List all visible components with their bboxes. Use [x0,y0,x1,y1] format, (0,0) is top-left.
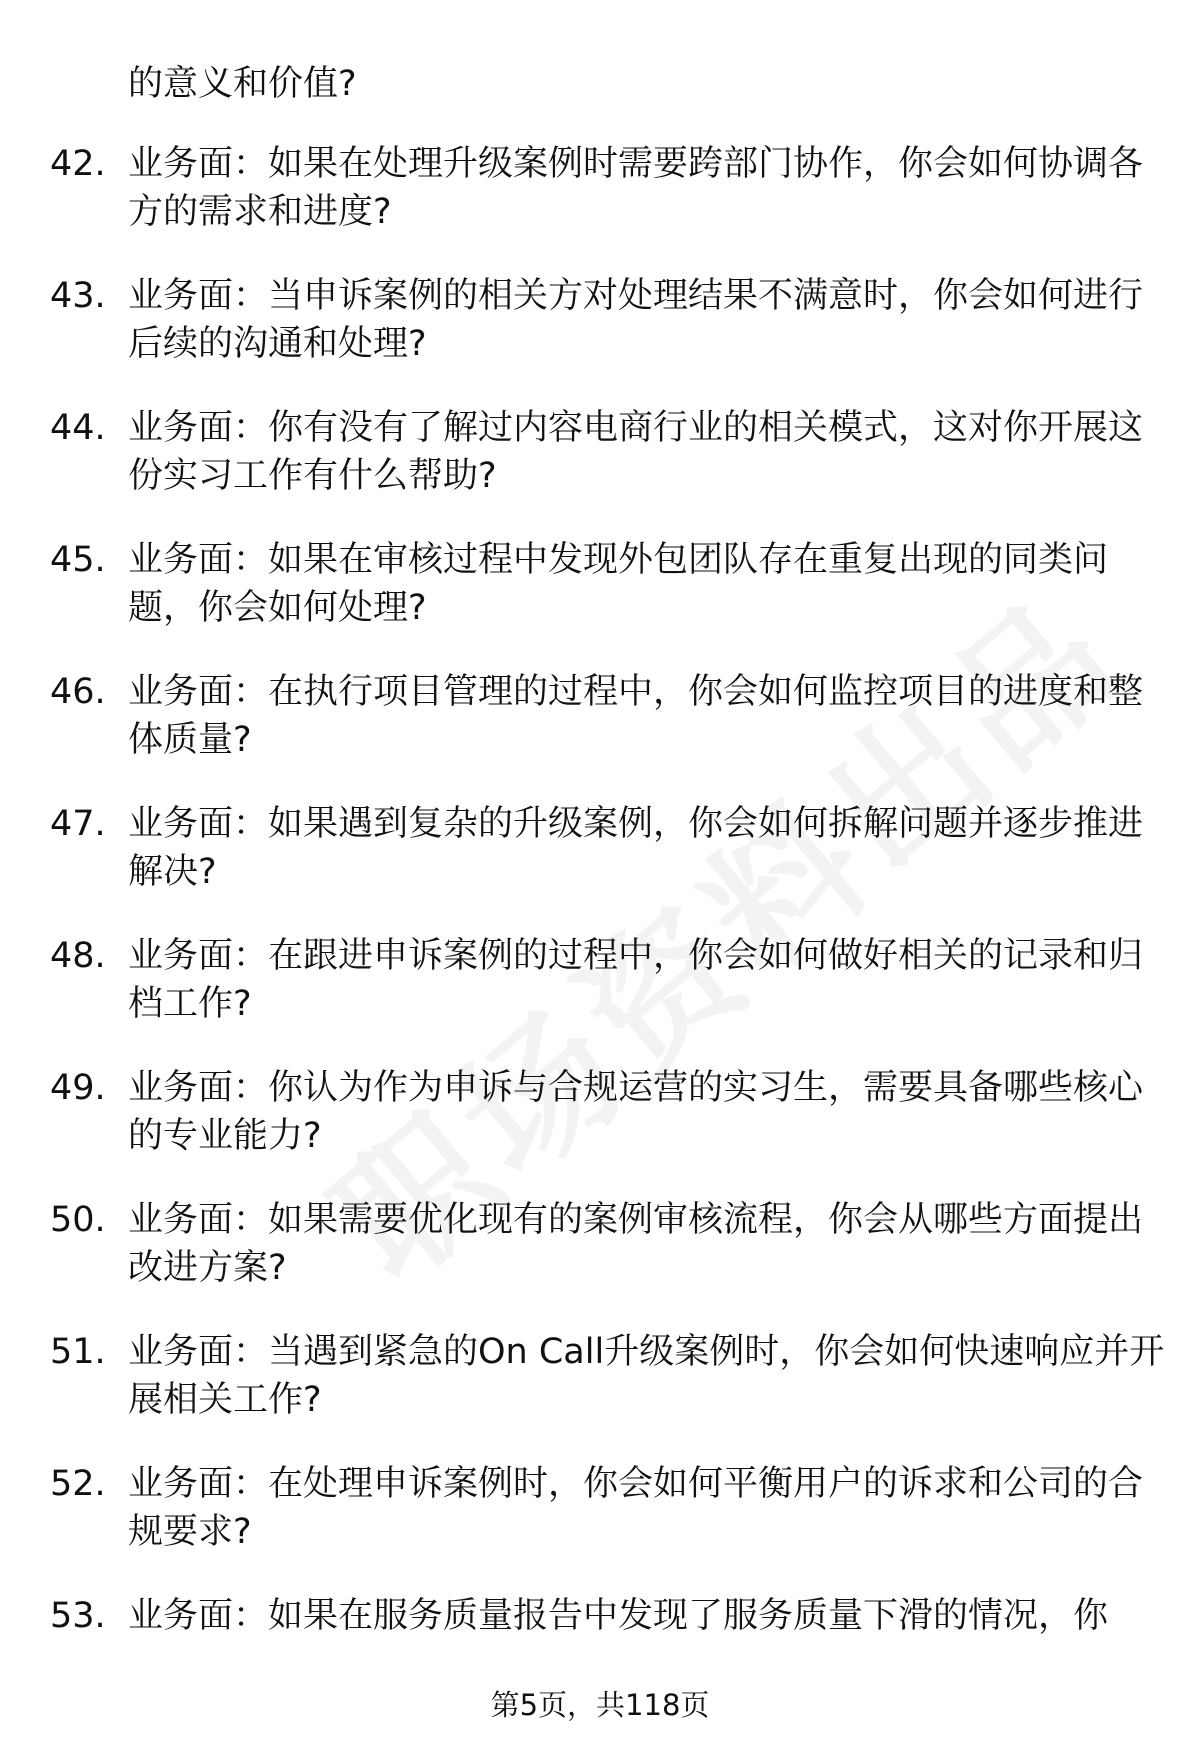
item-text: 业务面：在执行项目管理的过程中，你会如何监控项目的进度和整体质量? [128,672,1144,760]
continuation-text: 的意义和价值? [128,64,357,104]
item-text: 业务面：当申诉案例的相关方对处理结果不满意时，你会如何进行后续的沟通和处理? [128,276,1144,364]
item-text: 业务面：你有没有了解过内容电商行业的相关模式，这对你开展这份实习工作有什么帮助? [128,408,1144,496]
item-number: 48. [50,936,106,976]
list-item [0,404,1200,536]
item-text: 业务面：如果遇到复杂的升级案例，你会如何拆解问题并逐步推进解决? [128,804,1144,892]
item-number: 50. [50,1200,106,1240]
list-item [0,668,1200,800]
item-number: 49. [50,1068,106,1108]
item-text: 业务面：当遇到紧急的On Call升级案例时，你会如何快速响应并开展相关工作? [128,1332,1165,1420]
item-text: 业务面：在跟进申诉案例的过程中，你会如何做好相关的记录和归档工作? [128,936,1144,1024]
item-text: 业务面：如果在服务质量报告中发现了服务质量下滑的情况，你 [128,1596,1109,1636]
item-text: 业务面：如果需要优化现有的案例审核流程，你会从哪些方面提出改进方案? [128,1200,1144,1288]
page-footer: 第5页，共118页 [490,1688,710,1722]
item-number: 46. [50,672,106,712]
item-number: 45. [50,540,106,580]
list-item [0,1064,1200,1196]
list-item [0,272,1200,404]
item-number: 52. [50,1464,106,1504]
list-item [0,536,1200,668]
item-number: 53. [50,1596,106,1636]
list-item [0,1328,1200,1460]
item-number: 42. [50,144,106,184]
item-text: 业务面：如果在处理升级案例时需要跨部门协作，你会如何协调各方的需求和进度? [128,144,1144,232]
list-item [0,800,1200,932]
item-text: 业务面：在处理申诉案例时，你会如何平衡用户的诉求和公司的合规要求? [128,1464,1144,1552]
question-list [0,140,1200,1724]
list-item [0,1196,1200,1328]
list-item [0,1460,1200,1592]
item-number: 47. [50,804,106,844]
list-item [0,140,1200,272]
item-number: 43. [50,276,106,316]
item-number: 51. [50,1332,106,1372]
item-text: 业务面：你认为作为申诉与合规运营的实习生，需要具备哪些核心的专业能力? [128,1068,1144,1156]
item-number: 44. [50,408,106,448]
item-text: 业务面：如果在审核过程中发现外包团队存在重复出现的同类问题，你会如何处理? [128,540,1109,628]
list-item [0,932,1200,1064]
